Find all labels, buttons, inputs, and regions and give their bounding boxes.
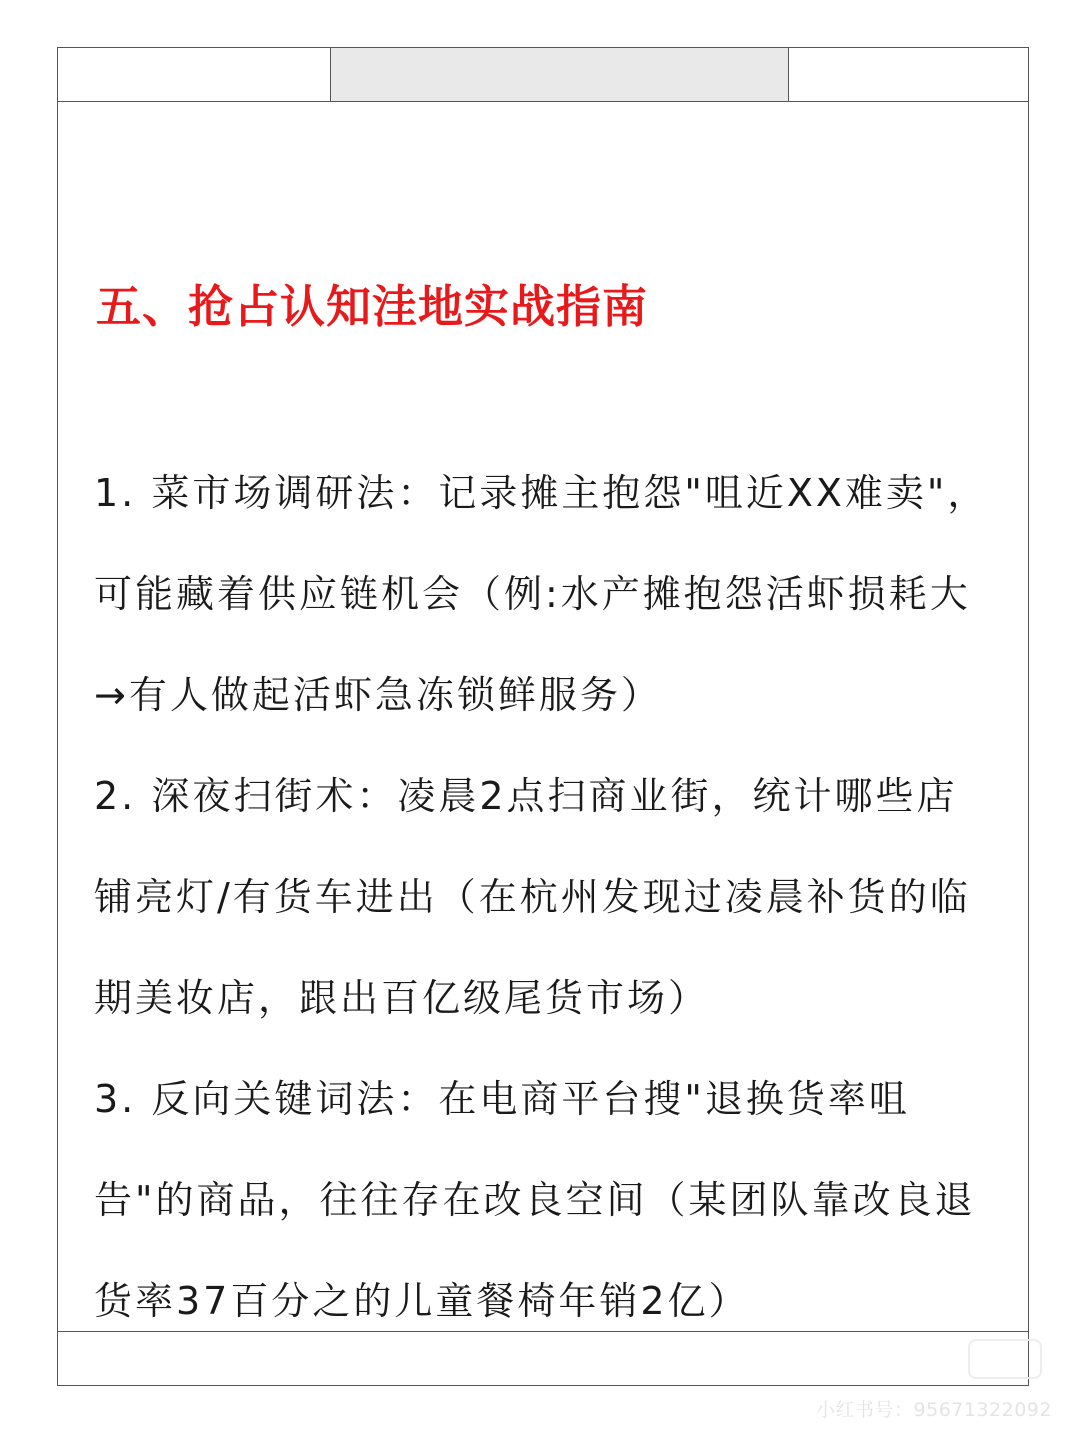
header-cell-middle xyxy=(331,48,789,101)
guide-list xyxy=(94,443,994,1352)
watermark-logo xyxy=(968,1339,1042,1379)
guide-item-reverse-keyword: 3. 反向关键词法：在电商平台搜"退换货率咀告"的商品，往往存在改良空间（某团队靠改良退货率37百分之的儿童餐椅年销2亿） xyxy=(94,1077,976,1323)
guide-item-night-street-scan: 2. 深夜扫街术：凌晨2点扫商业街，统计哪些店铺亮灯/有货车进出（在杭州发现过凌晨补货的临期美妆店，跟出百亿级尾货市场） xyxy=(94,774,971,1020)
header-cell-left xyxy=(58,48,331,101)
header-strip xyxy=(58,48,1028,102)
guide-item-market-research: 1. 菜市场调研法：记录摊主抱怨"咀近XX难卖"，可能藏着供应链机会（例:水产摊抱怨活虾损耗大→有人做起活虾急冻锁鲜服务） xyxy=(94,471,989,717)
document-card xyxy=(57,47,1029,1386)
watermark-text: 小红书号：95671322092 xyxy=(816,1399,1052,1421)
header-cell-right xyxy=(789,48,1028,101)
footer-strip xyxy=(58,1331,1028,1385)
section-title: 五、抢占认知洼地实战指南 xyxy=(96,280,649,333)
